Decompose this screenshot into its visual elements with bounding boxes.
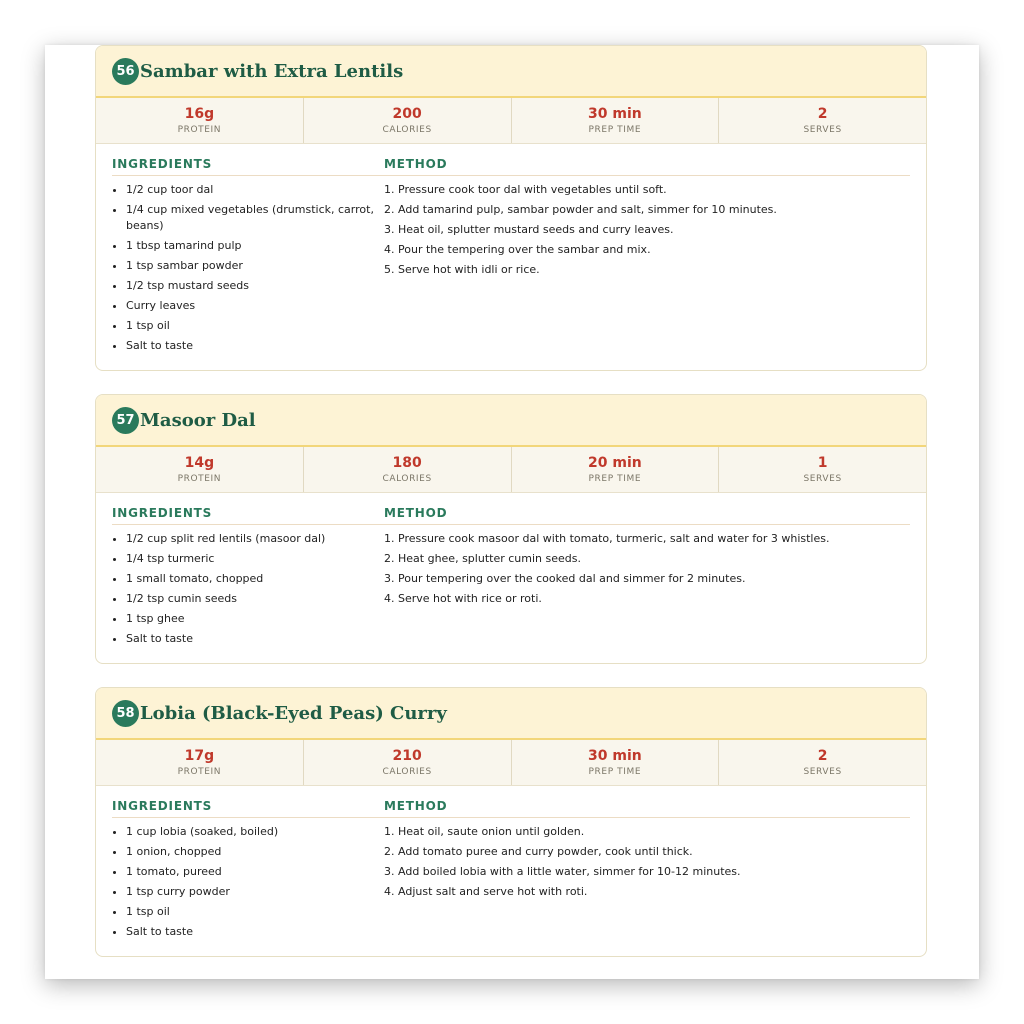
method-step: 3. Add boiled lobia with a little water, simmer for 10-12 minutes. bbox=[398, 864, 918, 880]
ingredient-item: • 1 small tomato, chopped bbox=[126, 571, 386, 587]
stat-protein bbox=[96, 98, 304, 143]
stat-serves bbox=[719, 740, 926, 785]
recipe-title: Masoor Dal bbox=[140, 409, 256, 431]
nutrition-stats bbox=[96, 98, 926, 144]
recipe-title: Sambar with Extra Lentils bbox=[140, 60, 404, 82]
ingredient-item: • Salt to taste bbox=[126, 338, 386, 354]
stat-value: 30 min bbox=[588, 748, 642, 764]
ingredients-list bbox=[112, 824, 386, 944]
stat-calories bbox=[304, 447, 512, 492]
stat-label: PROTEIN bbox=[177, 474, 222, 484]
ingredient-item: • Salt to taste bbox=[126, 924, 386, 940]
stat-value: 210 bbox=[392, 748, 422, 764]
ingredient-item: • 1/2 cup split red lentils (masoor dal) bbox=[126, 531, 386, 547]
ingredient-item: • 1/4 cup mixed vegetables (drumstick, carrot, beans) bbox=[126, 202, 386, 234]
ingredient-item: • 1 tomato, pureed bbox=[126, 864, 386, 880]
stat-prep-time bbox=[512, 740, 720, 785]
section-divider bbox=[112, 817, 910, 818]
ingredient-item: • 1/2 tsp mustard seeds bbox=[126, 278, 386, 294]
method-step: 1. Heat oil, saute onion until golden. bbox=[398, 824, 918, 840]
stat-prep-time bbox=[512, 447, 720, 492]
recipe-header bbox=[96, 688, 926, 740]
method-steps bbox=[384, 182, 918, 282]
recipe-card bbox=[95, 687, 927, 957]
stat-label: PREP TIME bbox=[588, 767, 642, 777]
stat-calories bbox=[304, 98, 512, 143]
recipe-number-badge: 58 bbox=[112, 700, 139, 727]
ingredient-item: • 1 tbsp tamarind pulp bbox=[126, 238, 386, 254]
stat-label: CALORIES bbox=[382, 125, 432, 135]
nutrition-stats bbox=[96, 447, 926, 493]
stat-label: CALORIES bbox=[382, 474, 432, 484]
stat-label: PREP TIME bbox=[588, 474, 642, 484]
ingredients-heading: INGREDIENTS bbox=[112, 506, 213, 520]
stat-label: CALORIES bbox=[382, 767, 432, 777]
stat-label: PROTEIN bbox=[177, 125, 222, 135]
stat-label: PROTEIN bbox=[177, 767, 222, 777]
stat-value: 17g bbox=[184, 748, 215, 764]
stat-value: 30 min bbox=[588, 106, 642, 122]
stat-value: 200 bbox=[392, 106, 422, 122]
ingredients-heading: INGREDIENTS bbox=[112, 799, 213, 813]
recipe-card bbox=[95, 45, 927, 371]
ingredients-list bbox=[112, 182, 386, 358]
ingredient-item: • Salt to taste bbox=[126, 631, 386, 647]
method-step: 2. Add tomato puree and curry powder, cook until thick. bbox=[398, 844, 918, 860]
stat-label: PREP TIME bbox=[588, 125, 642, 135]
stat-label: SERVES bbox=[803, 125, 842, 135]
stat-protein bbox=[96, 740, 304, 785]
stat-prep-time bbox=[512, 98, 720, 143]
nutrition-stats bbox=[96, 740, 926, 786]
method-heading: METHOD bbox=[384, 799, 448, 813]
ingredient-item: • 1/2 cup toor dal bbox=[126, 182, 386, 198]
method-step: 4. Adjust salt and serve hot with roti. bbox=[398, 884, 918, 900]
method-step: 3. Pour tempering over the cooked dal and simmer for 2 minutes. bbox=[398, 571, 918, 587]
recipe-number-badge: 57 bbox=[112, 407, 139, 434]
stat-protein bbox=[96, 447, 304, 492]
method-step: 3. Heat oil, splutter mustard seeds and curry leaves. bbox=[398, 222, 918, 238]
method-step: 4. Serve hot with rice or roti. bbox=[398, 591, 918, 607]
section-divider bbox=[112, 175, 910, 176]
recipe-title: Lobia (Black-Eyed Peas) Curry bbox=[140, 702, 447, 724]
method-heading: METHOD bbox=[384, 506, 448, 520]
stat-serves bbox=[719, 447, 926, 492]
method-heading: METHOD bbox=[384, 157, 448, 171]
method-step: 2. Heat ghee, splutter cumin seeds. bbox=[398, 551, 918, 567]
stat-value: 180 bbox=[392, 455, 422, 471]
method-step: 1. Pressure cook masoor dal with tomato, turmeric, salt and water for 3 whistles. bbox=[398, 531, 918, 547]
ingredients-heading: INGREDIENTS bbox=[112, 157, 213, 171]
ingredient-item: • 1 tsp sambar powder bbox=[126, 258, 386, 274]
ingredient-item: • 1 onion, chopped bbox=[126, 844, 386, 860]
ingredients-list bbox=[112, 531, 386, 651]
recipe-page bbox=[45, 45, 979, 979]
stat-value: 2 bbox=[817, 106, 828, 122]
stat-label: SERVES bbox=[803, 474, 842, 484]
stat-serves bbox=[719, 98, 926, 143]
ingredient-item: • 1 tsp oil bbox=[126, 904, 386, 920]
recipe-header bbox=[96, 395, 926, 447]
ingredient-item: • 1/2 tsp cumin seeds bbox=[126, 591, 386, 607]
stat-value: 20 min bbox=[588, 455, 642, 471]
ingredient-item: • 1 tsp oil bbox=[126, 318, 386, 334]
stat-label: SERVES bbox=[803, 767, 842, 777]
method-step: 4. Pour the tempering over the sambar and mix. bbox=[398, 242, 918, 258]
stat-value: 16g bbox=[184, 106, 215, 122]
ingredient-item: • 1 tsp ghee bbox=[126, 611, 386, 627]
ingredient-item: • 1 tsp curry powder bbox=[126, 884, 386, 900]
ingredient-item: • 1 cup lobia (soaked, boiled) bbox=[126, 824, 386, 840]
stat-value: 14g bbox=[184, 455, 215, 471]
method-step: 1. Pressure cook toor dal with vegetables until soft. bbox=[398, 182, 918, 198]
method-steps bbox=[384, 824, 918, 904]
recipe-number-badge: 56 bbox=[112, 58, 139, 85]
method-step: 5. Serve hot with idli or rice. bbox=[398, 262, 918, 278]
section-divider bbox=[112, 524, 910, 525]
recipe-card bbox=[95, 394, 927, 664]
ingredient-item: • Curry leaves bbox=[126, 298, 386, 314]
stat-calories bbox=[304, 740, 512, 785]
method-step: 2. Add tamarind pulp, sambar powder and salt, simmer for 10 minutes. bbox=[398, 202, 918, 218]
stat-value: 2 bbox=[817, 748, 828, 764]
method-steps bbox=[384, 531, 918, 611]
stat-value: 1 bbox=[817, 455, 828, 471]
ingredient-item: • 1/4 tsp turmeric bbox=[126, 551, 386, 567]
recipe-header bbox=[96, 46, 926, 98]
